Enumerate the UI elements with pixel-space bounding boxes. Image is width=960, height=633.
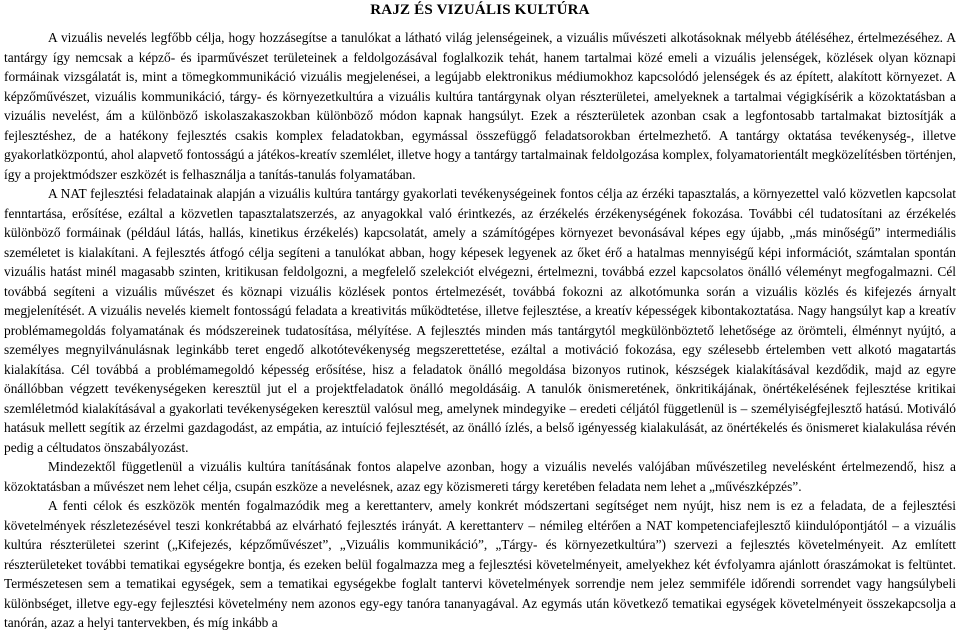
document-body xyxy=(4,28,956,633)
paragraph-2: A NAT fejlesztési feladatainak alapján a vizuális kultúra tantárgy gyakorlati tevékenységeinek fontos célja az érzéki tapasztalás, a környezettel való közvetlen kapcsolat fenntartása, erősítése, ezáltal a közvetlen tapasztalatszerzés, az anyagokkal való érintkezés, az érzékelés érzékenységének fokozása. További cél tudatosítani az érzékelés különböző formáinak (például látás, hallás, kinetikus érzékelés) kapcsolatát, amely a számítógépes környezet bevonásával képes egy újabb, „más minőségű” intermediális személetet is kialakítani. A fejlesztés átfogó célja segíteni a tanulókat abban, hogy képesek legyenek az őket érő a hatalmas mennyiségű képi információt, számtalan spontán vizuális hatást minél magasabb szinten, kritikusan feldolgozni, a megfelelő szelekciót elvégezni, értelmezni, továbbá ezzel kapcsolatos önálló véleményt megfogalmazni. Cél továbbá segíteni a vizuális művészet és köznapi vizuális közlések pontos értelmezését, továbbá fokozni az alkotómunka során a vizuális közlés és kifejezés árnyalt megjelenítését. A vizuális nevelés kiemelt fontosságú feladata a kreativitás működtetése, illetve fejlesztése, a kreatív képességek kibontakoztatása. Nagy hangsúlyt kap a kreatív problémamegoldás folyamatának és módszereinek tudatosítása, mélyítése. A fejlesztés minden más tantárgytól megkülönböztető lehetősége az örömteli, élménnyt nyújtó, a személyes megnyilvánulásnak leginkább teret engedő alkotótevékenység megszerettetése, ezáltal a motiváció fokozása, egy szélesebb értelemben vett alkotó magatartás kialakítása. Cél továbbá a problémamegoldó képesség erősítése, hisz a feladatok önálló megoldása bizonyos rutinok, készségek kialakításával kezdődik, majd az egyre önállóbban végzett tevékenységeken keresztül jut el a projektfeladatok önálló megoldásáig. A tanulók önismeretének, önkritikájának, önértékelésének fejlesztése kritikai szemléletmód kialakításával a gyakorlati tevékenységeken keresztül valósul meg, amelynek mindegyike – eredeti céljától függetlenül is – személyiségfejlesztő hatású. Motiváló hatásuk mellett segítik az érzelmi gazdagodást, az empátia, az intuíció fejlesztését, az önálló ízlés, a belső igényesség kialakulását, az önértékelés és önismeret kialakulása révén pedig a céltudatos önszabályozást. xyxy=(4,186,956,455)
document-title: RAJZ ÉS VIZUÁLIS KULTÚRA xyxy=(370,2,590,18)
paragraph-1: A vizuális nevelés legfőbb célja, hogy hozzásegítse a tanulókat a látható világ jelenségeinek, a vizuális művészeti alkotásoknak mélyebb átéléséhez, értelmezéséhez. A tantárgy így nemcsak a képző- és iparművészet területeinek a feldolgozásával foglalkozik tehát, hanem tartalmai közé emeli a vizuális jelenségek, közlések olyan köznapi formáinak vizsgálatát is, mint a tömegkommunikáció vizuális megjelenései, a legújabb elektronikus médiumokhoz kapcsolódó jelenségek és az épített, alakított környezet. A képzőművészet, vizuális kommunikáció, tárgy- és környezetkultúra a vizuális kultúra tantárgynak olyan részterületei, amelyeknek a tartalmai végigkísérik a közoktatásban a vizuális nevelést, ám a különböző iskolaszakaszokban különböző módon kapnak hangsúlyt. Ezek a részterületek azonban csak a legfontosabb tartalmakat biztosítják a fejlesztéshez, de a hatékony fejlesztés csakis komplex feladatokban, egymással összefüggő feladatsorokban értelmezhető. A tantárgy oktatása tevékenység-, illetve gyakorlatközpontú, ahol alapvető fontosságú a játékos-kreatív szemlélet, illetve hogy a tantárgy tartalmainak feldolgozása komplex, folyamatorientált megközelítésben történjen, így a projektmódszer eszközét is felhasználja a tanítás-tanulás folyamatában. xyxy=(4,30,956,182)
paragraph-3: Mindezektől függetlenül a vizuális kultúra tanításának fontos alapelve azonban, hogy a vizuális nevelés valójában művészetileg nevelésként értelmezendő, hisz a közoktatásban a művészet nem lehet célja, csupán eszköze a nevelésnek, azaz egy közismereti tárgy keretében feladata nem lehet a „művészképzés”. xyxy=(4,459,956,494)
paragraph-4: A fenti célok és eszközök mentén fogalmazódik meg a kerettanterv, amely konkrét módszertani segítséget nem nyújt, hisz nem is ez a feladata, de a fejlesztési követelmények részletezésével teszi konkrétabbá az elvárható fejlesztés irányát. A kerettanterv – némileg eltérően a NAT kompetenciafejlesztő kiindulópontjától – a vizuális kultúra részterületei szerint („Kifejezés, képzőművészet”, „Vizuális kommunikáció”, „Tárgy- és környezetkultúra”) szervezi a fejlesztés követelményeit. Az említett részterületeket további tematikai egységekre bontja, és ezeken belül fogalmazza meg a fejlesztési követelményeit, amelyekhez két évfolyamra ajánlott óraszámokat is feltüntet. Természetesen sem a tematikai egységek, sem a tematikai egységekbe foglalt tantervi követelmények sorrendje nem jelez semmiféle időrendi sorrendet vagy hangsúlybeli különbséget, illetve egy-egy fejlesztési követelmény nem azonos egy-egy tanóra tananyagával. Az egymás után következő tematikai egységek követelményeit összekapcsolja a tanórán, azaz a helyi tantervekben, és míg inkább a xyxy=(4,498,956,630)
